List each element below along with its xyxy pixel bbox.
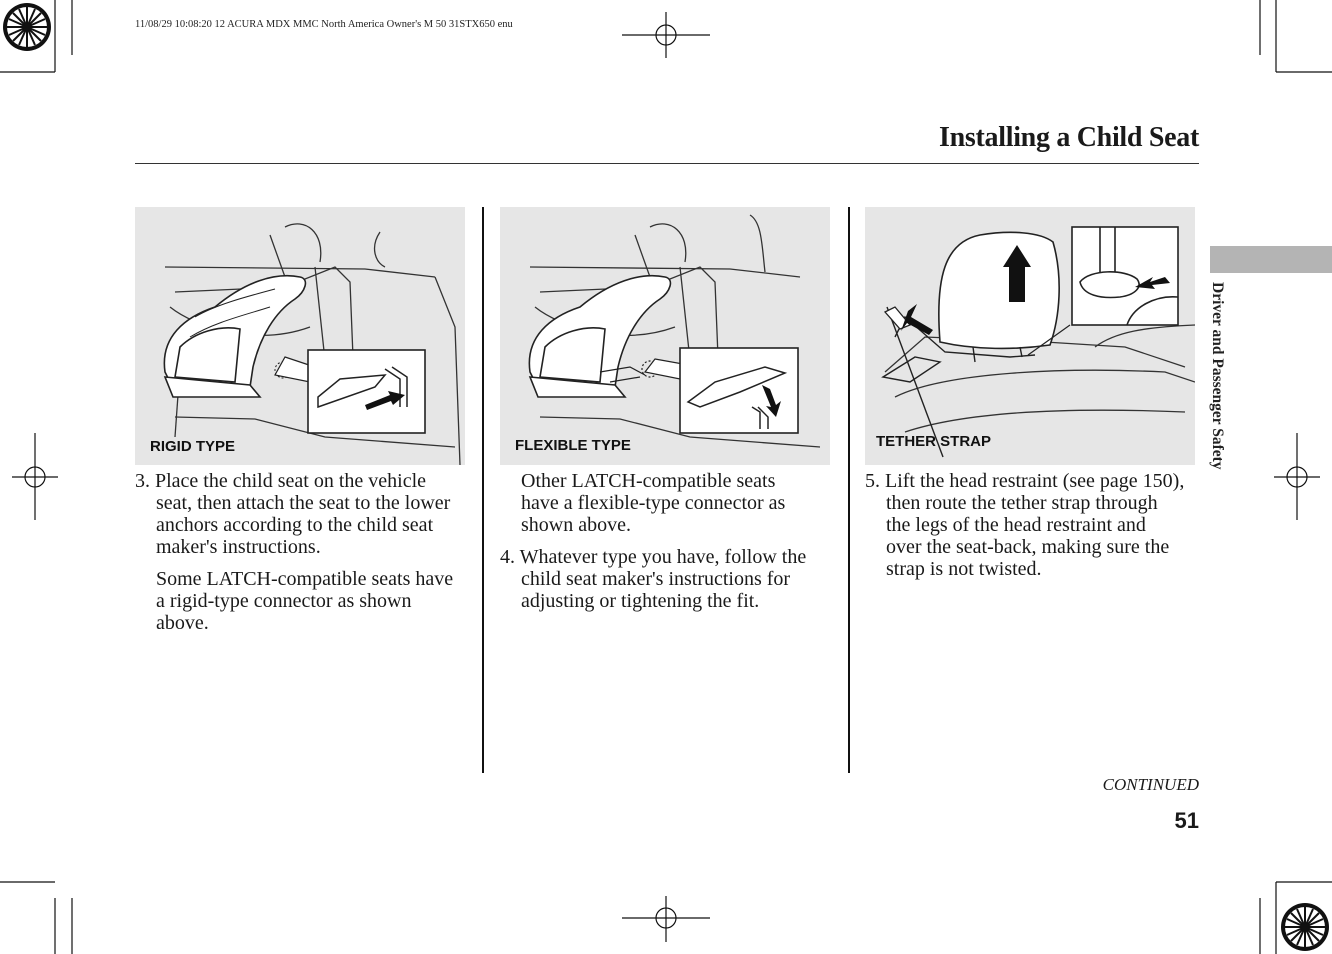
figure-caption: RIGID TYPE bbox=[150, 438, 236, 455]
continued-label: CONTINUED bbox=[1102, 775, 1199, 794]
column-1-text bbox=[135, 470, 465, 634]
step-4-text: 4. Whatever type you have, follow the child seat maker's instructions for adjusting or tightening the fit. bbox=[500, 546, 807, 612]
rigid-connector-note: Some LATCH-compatible seats have a rigid-type connector as shown above. bbox=[156, 568, 454, 634]
tether-strap-illustration bbox=[865, 207, 1195, 465]
star-target-bottom-right bbox=[1281, 903, 1329, 951]
figure-flexible-type bbox=[500, 207, 830, 465]
section-tab-label bbox=[1208, 282, 1234, 512]
column-divider bbox=[848, 207, 850, 773]
section-tab-text: Driver and Passenger Safety bbox=[1209, 282, 1226, 470]
page-number: 51 bbox=[1174, 808, 1199, 833]
figure-tether-strap bbox=[865, 207, 1195, 465]
print-header: 11/08/29 10:08:20 12 ACURA MDX MMC North America Owner's M 50 31STX650 enu bbox=[135, 19, 513, 30]
title-rule bbox=[135, 163, 1199, 164]
page-title: Installing a Child Seat bbox=[939, 122, 1199, 153]
column-3-text bbox=[865, 470, 1185, 580]
section-tab-marker bbox=[1210, 246, 1332, 273]
child-seat-rigid-illustration bbox=[135, 207, 465, 465]
star-target-top-left bbox=[3, 3, 51, 51]
column-2-text bbox=[500, 470, 840, 612]
figure-rigid-type bbox=[135, 207, 465, 465]
step-5-text: 5. Lift the head restraint (see page 150), then route the tether strap through the legs of the head restraint and over the seat-back, making sure the strap is not twisted. bbox=[865, 470, 1185, 580]
figure-caption: TETHER STRAP bbox=[876, 433, 992, 450]
step-3-text: 3. Place the child seat on the vehicle seat, then attach the seat to the lower anchors according to the child seat maker's instructions. bbox=[135, 470, 451, 558]
column-divider bbox=[482, 207, 484, 773]
figure-caption: FLEXIBLE TYPE bbox=[515, 437, 631, 454]
child-seat-flexible-illustration bbox=[500, 207, 830, 465]
flexible-connector-note: Other LATCH-compatible seats have a flexible-type connector as shown above. bbox=[521, 470, 786, 536]
